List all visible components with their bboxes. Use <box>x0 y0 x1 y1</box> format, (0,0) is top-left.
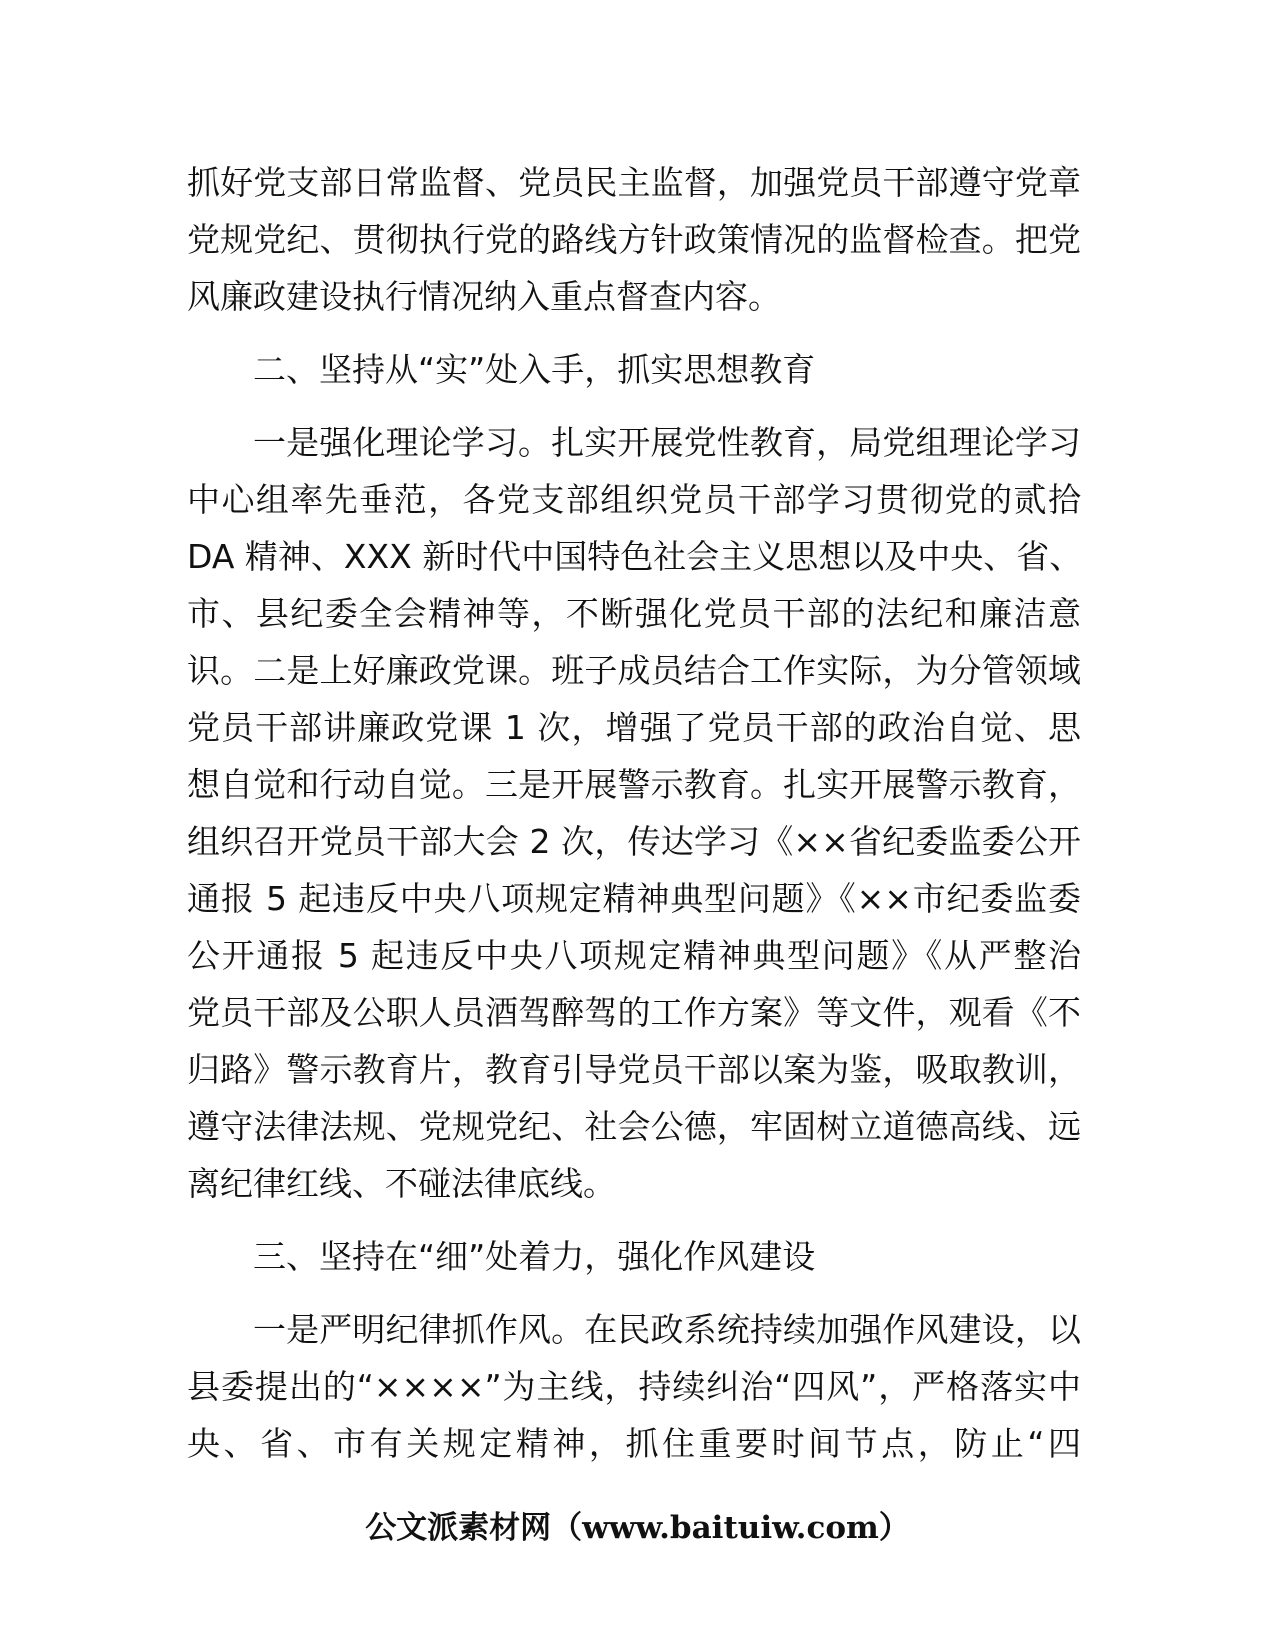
section-heading-text: 三、坚持在“细”处着力，强化作风建设 <box>253 1237 816 1276</box>
section-heading-3 <box>187 1228 1081 1285</box>
text-line: 党员干部讲廉政党课 1 次，增强了党员干部的政治自觉、思 <box>187 708 1081 747</box>
text-line: 一是强化理论学习。扎实开展党性教育，局党组理论学习 <box>253 423 1081 462</box>
text-line: 识。二是上好廉政党课。班子成员结合工作实际，为分管领域 <box>187 651 1081 690</box>
text-line: 遵守法律法规、党规党纪、社会公德，牢固树立道德高线、远 <box>187 1107 1081 1146</box>
document-body <box>187 154 1081 1472</box>
text-line: 离纪律红线、不碰法律底线。 <box>187 1164 616 1203</box>
text-line: 央、省、市有关规定精神，抓住重要时间节点，防止“四 <box>187 1424 1081 1463</box>
text-line: 党规党纪、贯彻执行党的路线方针政策情况的监督检查。把党 <box>187 220 1081 259</box>
text-line: 中心组率先垂范，各党支部组织党员干部学习贯彻党的贰拾 <box>187 480 1081 519</box>
text-line: 归路》警示教育片，教育引导党员干部以案为鉴，吸取教训， <box>187 1050 1081 1089</box>
text-line: 想自觉和行动自觉。三是开展警示教育。扎实开展警示教育， <box>187 765 1081 804</box>
text-line: DA 精神、XXX 新时代中国特色社会主义思想以及中央、省、 <box>187 537 1083 576</box>
text-line: 组织召开党员干部大会 2 次，传达学习《××省纪委监委公开 <box>187 822 1081 861</box>
text-line: 公开通报 5 起违反中央八项规定精神典型问题》《从严整治 <box>187 936 1081 975</box>
footer-watermark: 公文派素材网（www.baituiw.com） <box>365 1510 910 1546</box>
paragraph-work-style <box>187 1301 1081 1472</box>
paragraph-education <box>187 414 1081 1212</box>
text-line: 县委提出的“××××”为主线，持续纠治“四风”，严格落实中 <box>187 1367 1081 1406</box>
text-line: 一是严明纪律抓作风。在民政系统持续加强作风建设，以 <box>253 1310 1081 1349</box>
text-line: 市、县纪委全会精神等，不断强化党员干部的法纪和廉洁意 <box>187 594 1081 633</box>
text-line: 党员干部及公职人员酒驾醉驾的工作方案》等文件，观看《不 <box>187 993 1081 1032</box>
section-heading-text: 二、坚持从“实”处入手，抓实思想教育 <box>253 350 816 389</box>
paragraph-supervision <box>187 154 1081 325</box>
text-line: 通报 5 起违反中央八项规定精神典型问题》《××市纪委监委 <box>187 879 1081 918</box>
text-line: 风廉政建设执行情况纳入重点督查内容。 <box>187 277 781 316</box>
section-heading-2 <box>187 341 1081 398</box>
text-line: 抓好党支部日常监督、党员民主监督，加强党员干部遵守党章 <box>187 163 1081 202</box>
